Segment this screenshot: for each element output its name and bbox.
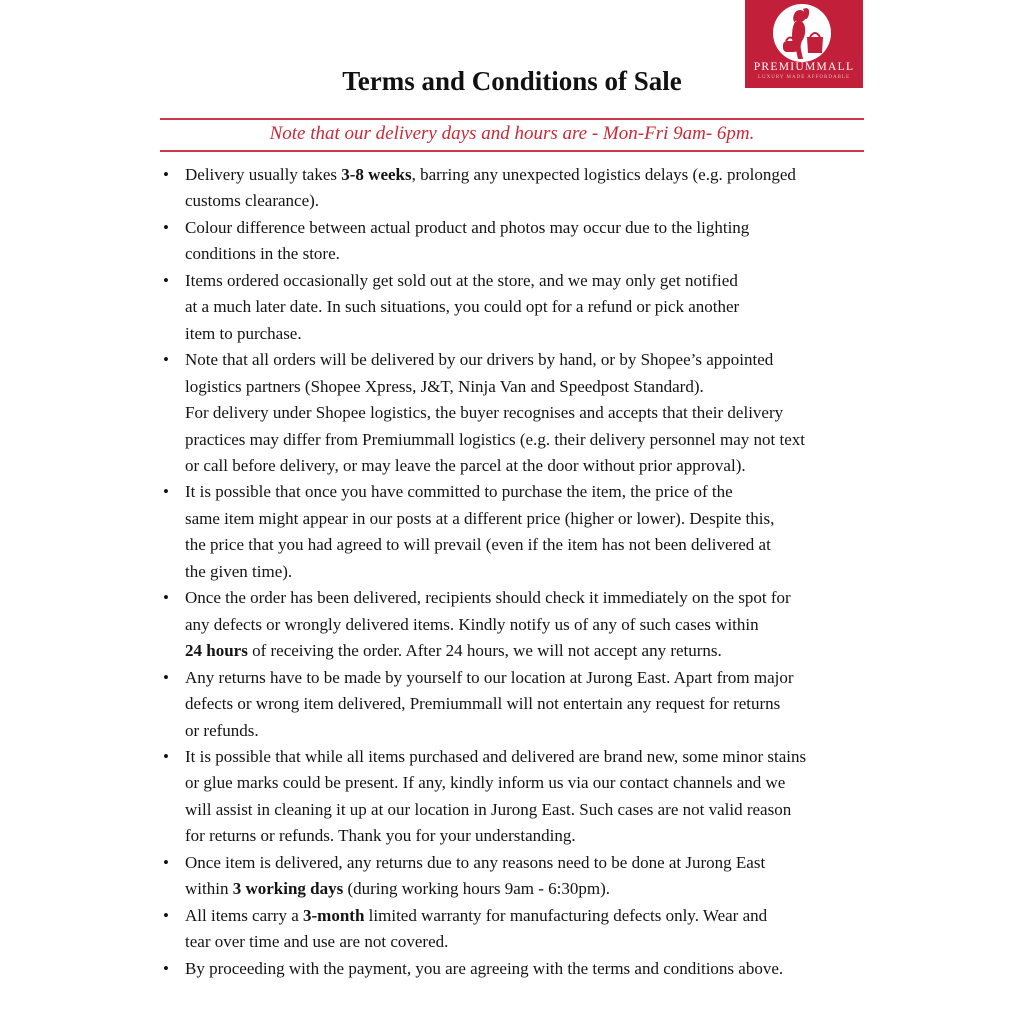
terms-list — [160, 162, 890, 982]
term-item: • Once the order has been delivered, recipients should check it immediately on the spot for any defects or wrongly delivered items. Kindly notify us of any of such cases within 24 hours of receiving the order. After 24 hours, we will not accept any returns. — [160, 585, 890, 664]
term-item: • Once item is delivered, any returns due to any reasons need to be done at Jurong East within 3 working days (during working hours 9am - 6:30pm). — [160, 850, 890, 903]
term-item: • Note that all orders will be delivered by our drivers by hand, or by Shopee’s appointed logistics partners (Shopee Xpress, J&T, Ninja Van and Speedpost Standard). For delivery under Shopee logistics, the buyer recognises and accepts that their delivery practices may differ from Premiummall logistics (e.g. their delivery personnel may not text or call before delivery, or may leave the parcel at the door without prior approval). — [160, 347, 890, 479]
term-item: • Items ordered occasionally get sold out at the store, and we may only get notified at a much later date. In such situations, you could opt for a refund or pick another item to purchase. — [160, 268, 890, 347]
page-title: Terms and Conditions of Sale — [342, 66, 682, 96]
term-item: • It is possible that once you have committed to purchase the item, the price of the same item might appear in our posts at a different price (higher or lower). Despite this, the price that you had agreed to will prevail (even if the item has not been delivered at the given time). — [160, 479, 890, 585]
term-item: • Delivery usually takes 3-8 weeks, barring any unexpected logistics delays (e.g. prolonged customs clearance). — [160, 162, 890, 215]
logo-brand-name: PREMIUMMALL — [753, 61, 855, 73]
term-item: • It is possible that while all items purchased and delivered are brand new, some minor stains or glue marks could be present. If any, kindly inform us via our contact channels and we will assist in cleaning it up at our location in Jurong East. Such cases are not valid reason for returns or refunds. Thank you for your understanding. — [160, 744, 890, 850]
term-item: • By proceeding with the payment, you are agreeing with the terms and conditions above. — [160, 956, 890, 982]
logo-tagline: LUXURY MADE AFFORDABLE — [757, 75, 851, 80]
term-item: • Colour difference between actual product and photos may occur due to the lighting conditions in the store. — [160, 215, 890, 268]
delivery-hours-note: Note that our delivery days and hours are - Mon-Fri 9am- 6pm. — [269, 123, 755, 144]
divider-bottom — [160, 150, 864, 152]
term-item: • Any returns have to be made by yourself to our location at Jurong East. Apart from major defects or wrong item delivered, Premiummall will not entertain any request for returns or refunds. — [160, 665, 890, 744]
term-item: • All items carry a 3-month limited warranty for manufacturing defects only. Wear and tear over time and use are not covered. — [160, 903, 890, 956]
shopping-woman-icon — [773, 4, 831, 62]
divider-top — [160, 118, 864, 120]
